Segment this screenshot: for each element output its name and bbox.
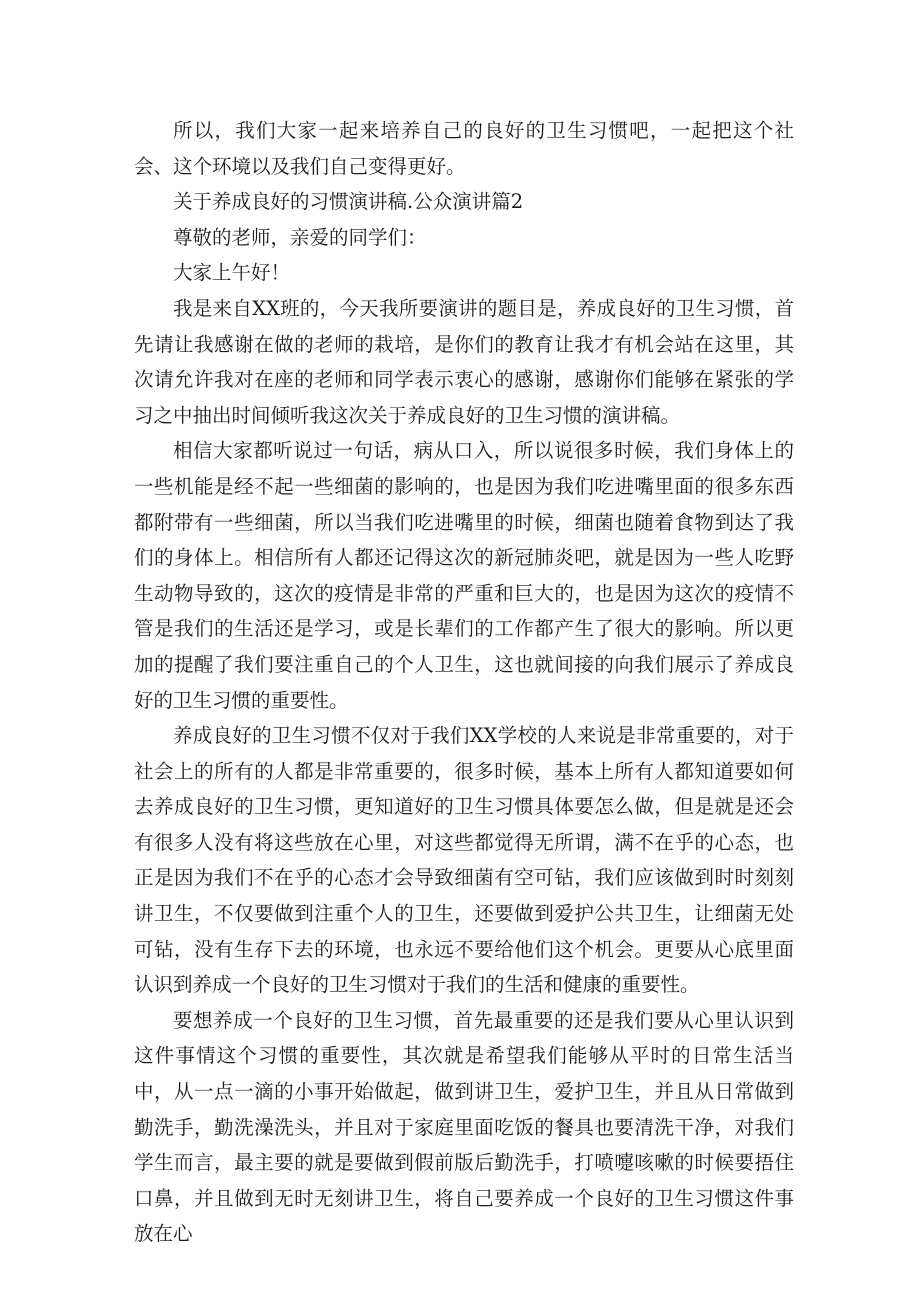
paragraph-importance: 养成良好的卫生习惯不仅对于我们XX学校的人来说是非常重要的，对于社会上的所有的人都是非常重要的，很多时候，基本上所有人都知道要如何去养成良好的卫生习惯，更知道好的卫生习惯具体要怎么做，但是就是还会有很多人没有将这些放在心里，对这些都觉得无所谓，满不在乎的心态，也正是因为我们不在乎的心态才会导致细菌有空可钻，我们应该做到时时刻刻讲卫生，不仅要做到注重个人的卫生，还要做到爱护公共卫生，让细菌无处可钻，没有生存下去的环境，也永远不要给他们这个机会。更要从心底里面认识到养成一个良好的卫生习惯对于我们的生活和健康的重要性。 [134,724,794,997]
paragraph-habits: 要想养成一个良好的卫生习惯，首先最重要的还是我们要从心里认识到这件事情这个习惯的重要性，其次就是希望我们能够从平时的日常生活当中，从一点一滴的小事开始做起，做到讲卫生，爱护卫生，并且从日常做到勤洗手，勤洗澡洗头，并且对于家庭里面吃饭的餐具也要清洗干净，对我们学生而言，最主要的就是要做到假前版后勤洗手，打喷嚏咳嗽的时候要捂住口鼻，并且做到无时无刻讲卫生，将自己要养成一个良好的卫生习惯这件事放在心 [134,1008,794,1246]
document-body [134,113,794,1252]
salutation: 尊敬的老师，亲爱的同学们： [173,225,427,249]
paragraph-health: 相信大家都听说过一句话，病从口入，所以说很多时候，我们身体上的一些机能是经不起一些细菌的影响的，也是因为我们吃进嘴里面的很多东西都附带有一些细菌，所以当我们吃进嘴里的时候，细菌也随着食物到达了我们的身体上。相信所有人都还记得这次的新冠肺炎吧，就是因为一些人吃野生动物导致的，这次的疫情是非常的严重和巨大的，也是因为这次的疫情不管是我们的生活还是学习，或是长辈们的工作都产生了很大的影响。所以更加的提醒了我们要注重自己的个人卫生，这也就间接的向我们展示了养成良好的卫生习惯的重要性。 [134,439,794,712]
greeting: 大家上午好！ [173,261,291,285]
speech-title: 关于养成良好的习惯演讲稿.公众演讲篇2 [173,190,524,214]
paragraph-intro: 我是来自XX班的，今天我所要演讲的题目是，养成良好的卫生习惯，首先请让我感谢在做的老师的栽培，是你们的教育让我才有机会站在这里，其次请允许我对在座的老师和同学表示衷心的感谢，感谢你们能够在紧张的学习之中抽出时间倾听我这次关于养成良好的卫生习惯的演讲稿。 [134,296,794,427]
paragraph-closing: 所以，我们大家一起来培养自己的良好的卫生习惯吧，一起把这个社会、这个环境以及我们自己变得更好。 [134,119,794,178]
